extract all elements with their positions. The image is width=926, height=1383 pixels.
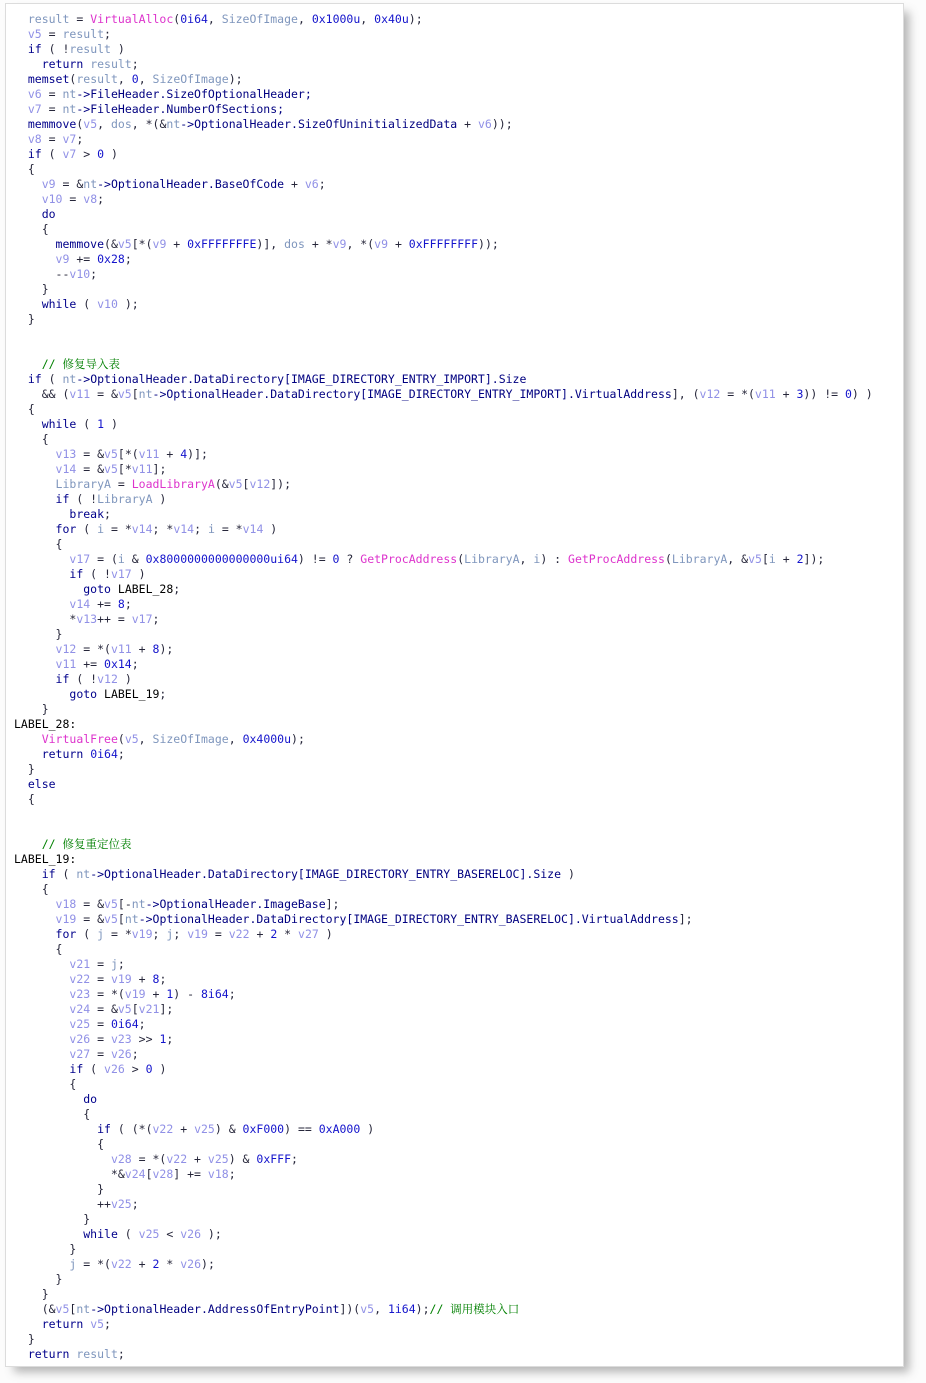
code-line: if ( (*(v22 + v25) & 0xF000) == 0xA000 ) [97,1122,375,1136]
code-line: } [14,1212,91,1226]
code-line: j = *(v22 + 2 * v26); [69,1257,215,1271]
code-line: } [14,1287,49,1301]
code-line: { [14,537,63,551]
code-line: if ( nt->OptionalHeader.DataDirectory[IMAGE_DIRECTORY_ENTRY_BASERELOC].Size ) [41,867,575,881]
code-line: return 0i64; [41,747,125,761]
code-line: while ( 1 ) [41,417,118,431]
code-panel[interactable] [5,3,904,1367]
code-line: *v13++ = v17; [14,612,160,626]
code-line: && (v11 = &v5[nt->OptionalHeader.DataDirectory[IMAGE_DIRECTORY_ENTRY_IMPORT].VirtualAddress], (v12 = *(v11 + 3)) != 0) ) [14,387,873,401]
code-line: } [14,702,49,716]
code-line: result = VirtualAlloc(0i64, SizeOfImage, 0x1000u, 0x40u); [27,12,423,26]
code-line: v24 = &v5[v21]; [69,1002,174,1016]
code-line: memmove(v5, dos, *(&nt->OptionalHeader.SizeOfUninitializedData + v6)); [27,117,513,131]
code-line: memset(result, 0, SizeOfImage); [27,72,243,86]
code-line: if ( !result ) [27,42,125,56]
code-line: v10 = v8; [41,192,105,206]
code-line: if ( !v12 ) [55,672,132,686]
code-line: v17 = (i & 0x8000000000000000ui64) != 0 ? GetProcAddress(LibraryA, i) : GetProcAddress(LibraryA, &v5[i + 2]); [69,552,825,566]
code-line: { [14,1107,91,1121]
code-line: } [14,1242,77,1256]
code-line: v21 = j; [69,957,125,971]
code-line: goto LABEL_28; [83,582,181,596]
code-line: } [14,1332,35,1346]
code-line: if ( v26 > 0 ) [69,1062,167,1076]
code-line: *&v24[v28] += v18; [14,1167,236,1181]
code-line: } [14,762,35,776]
code-line: v7 = nt->FileHeader.NumberOfSections; [27,102,285,116]
code-line: v28 = *(v22 + v25) & 0xFFF; [110,1152,298,1166]
code-line: { [14,402,35,416]
code-line: ++v25; [14,1197,139,1211]
code-line [14,327,899,342]
code-line: while ( v25 < v26 ); [83,1227,222,1241]
code-line: LABEL_28: [14,717,77,731]
code-line: do [83,1092,98,1106]
code-line: } [14,627,63,641]
pseudocode [6,4,903,1367]
code-line: v14 = &v5[*v11]; [55,462,167,476]
code-line: (&v5[nt->OptionalHeader.AddressOfEntryPoint])(v5, 1i64);// 调用模块入口 [14,1302,520,1316]
code-line: if ( !v17 ) [69,567,146,581]
code-line: v6 = nt->FileHeader.SizeOfOptionalHeader; [27,87,312,101]
comment: // 调用模块入口 [429,1302,520,1316]
code-line: v18 = &v5[-nt->OptionalHeader.ImageBase]; [55,897,340,911]
code-line: } [14,1182,105,1196]
code-line [14,357,899,372]
code-line: v22 = v19 + 8; [69,972,167,986]
code-line: LABEL_19: [14,852,77,866]
code-line [14,807,899,822]
code-line: VirtualFree(v5, SizeOfImage, 0x4000u); [41,732,305,746]
code-line: while ( v10 ); [41,297,139,311]
code-line: v13 = &v5[*(v11 + 4)]; [55,447,208,461]
code-line: { [14,1077,77,1091]
code-line: break; [69,507,111,521]
code-line: } [14,282,49,296]
code-line: goto LABEL_19; [69,687,167,701]
code-line: v12 = *(v11 + 8); [55,642,174,656]
code-line: v14 += 8; [69,597,132,611]
comment: // 修复导入表 [41,357,120,371]
code-line: } [14,1272,63,1286]
code-line: memmove(&v5[*(v9 + 0xFFFFFFFE)], dos + *v9, *(v9 + 0xFFFFFFFF)); [55,237,499,251]
code-line: do [41,207,56,221]
code-line: { [14,222,49,236]
code-line [14,837,899,852]
code-line: for ( i = *v14; *v14; i = *v14 ) [55,522,278,536]
code-line: { [14,162,35,176]
code-line: v23 = *(v19 + 1) - 8i64; [69,987,236,1001]
code-line: { [14,432,49,446]
code-line: for ( j = *v19; j; v19 = v22 + 2 * v27 ) [55,927,333,941]
code-line: v9 = &nt->OptionalHeader.BaseOfCode + v6; [41,177,326,191]
code-line: v19 = &v5[nt->OptionalHeader.DataDirectory[IMAGE_DIRECTORY_ENTRY_BASERELOC].VirtualAddress]; [55,912,693,926]
code-line: if ( nt->OptionalHeader.DataDirectory[IMAGE_DIRECTORY_ENTRY_IMPORT].Size [27,372,527,386]
code-line: { [14,792,35,806]
code-line [14,342,899,357]
code-line: v26 = v23 >> 1; [69,1032,174,1046]
code-line: } [14,312,35,326]
code-line: v9 += 0x28; [55,252,132,266]
code-line [14,822,899,837]
code-line: v27 = v26; [69,1047,139,1061]
code-line: else [27,777,56,791]
code-line: return result; [27,1347,125,1361]
code-line: v5 = result; [27,27,111,41]
code-line: v8 = v7; [27,132,84,146]
code-line: { [14,882,49,896]
code-line: v25 = 0i64; [69,1017,146,1031]
code-line: { [14,942,63,956]
code-line: return v5; [41,1317,111,1331]
code-line: v11 += 0x14; [55,657,139,671]
code-line: return result; [41,57,139,71]
code-line: if ( v7 > 0 ) [27,147,118,161]
code-line: --v10; [14,267,98,281]
comment: // 修复重定位表 [41,837,132,851]
code-line: { [14,1137,105,1151]
code-line: LibraryA = LoadLibraryA(&v5[v12]); [55,477,292,491]
code-line: if ( !LibraryA ) [55,492,167,506]
